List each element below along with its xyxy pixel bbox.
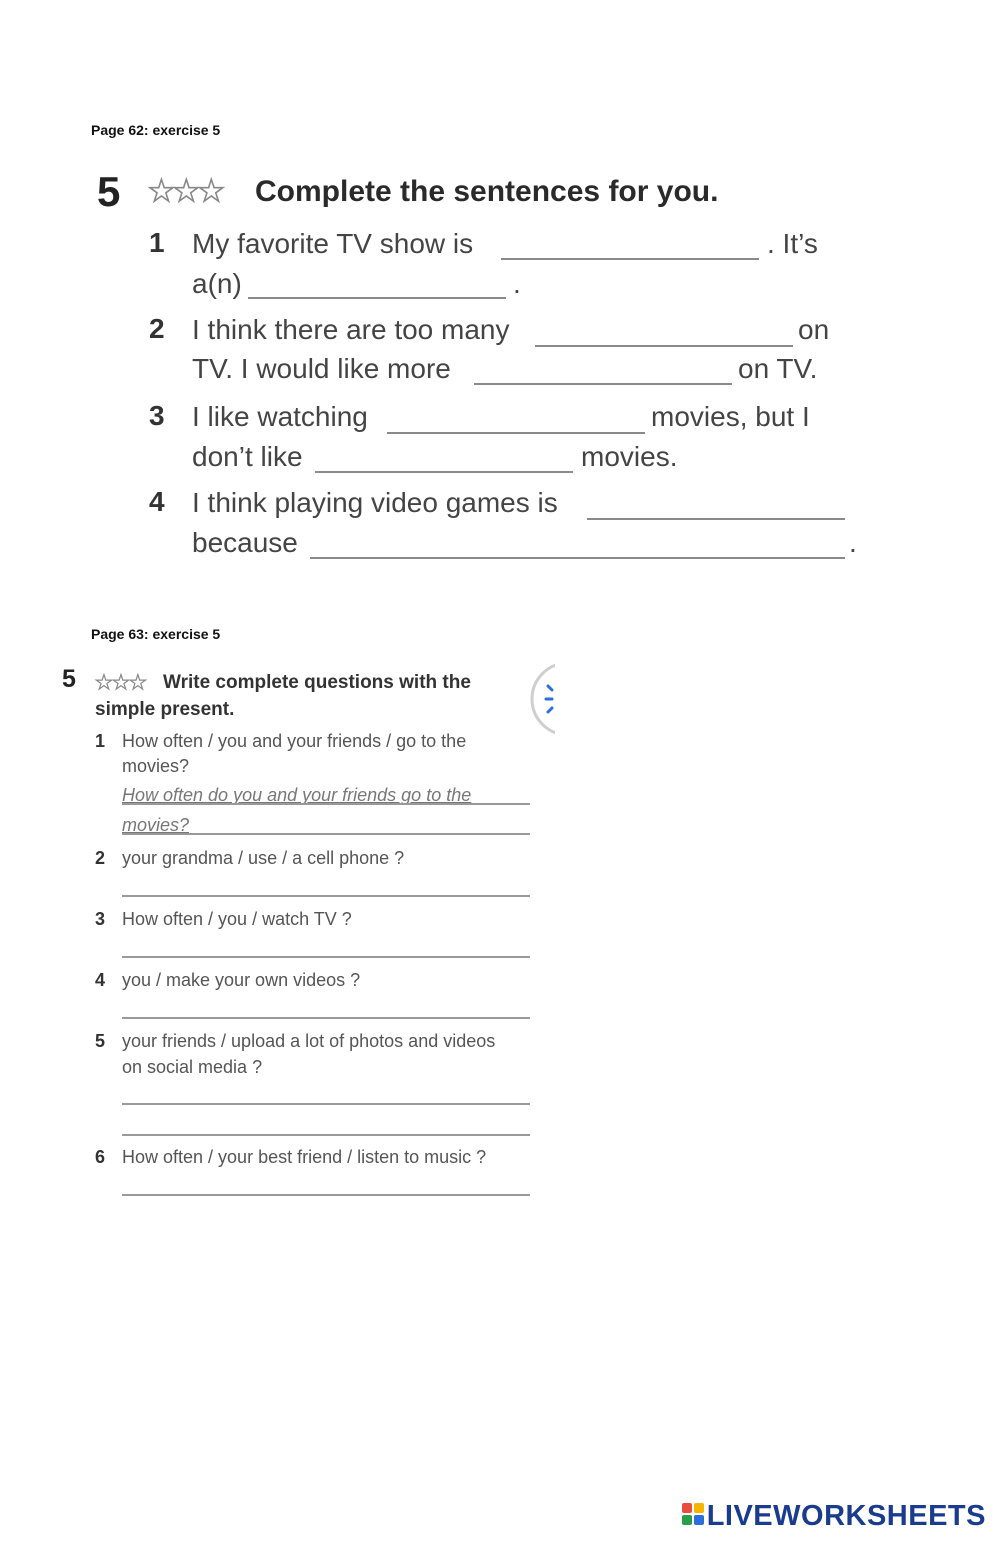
- exercise-title: Write complete questions with the: [163, 672, 471, 693]
- star-icon: ★: [172, 175, 198, 208]
- question-prompt: you / make your own videos ?: [122, 970, 361, 990]
- exercise-title-continued: simple present.: [95, 699, 235, 720]
- answer-line[interactable]: [122, 895, 530, 897]
- answer-blank[interactable]: [387, 432, 645, 434]
- question-prompt: your grandma / use / a cell phone ?: [122, 848, 405, 868]
- question-prompt: your friends / upload a lot of photos and videos: [122, 1031, 496, 1051]
- answer-blank[interactable]: [535, 345, 793, 347]
- sentence-text: .: [849, 527, 857, 558]
- sentence-text: TV. I would like more: [192, 353, 451, 384]
- star-icon: ★: [95, 672, 112, 694]
- answer-line: [122, 833, 530, 835]
- answer-line[interactable]: [122, 1194, 530, 1196]
- item-number: 5: [95, 1031, 106, 1051]
- item-number: 6: [95, 1147, 106, 1167]
- exercise-title: Complete the sentences for you.: [255, 175, 719, 208]
- item-number: 4: [149, 486, 165, 517]
- question-prompt: How often / your best friend / listen to music ?: [122, 1147, 487, 1167]
- example-answer: How often do you and your friends go to the: [122, 785, 472, 805]
- star-icon: ★: [197, 175, 223, 208]
- sentence-text: .: [513, 268, 521, 299]
- item-number: 3: [149, 400, 165, 431]
- live-badge-icon: [682, 1503, 704, 1525]
- item-number: 2: [95, 848, 106, 868]
- question-prompt: How often / you and your friends / go to the: [122, 731, 467, 751]
- sentence-text: movies, but I: [651, 401, 810, 432]
- loading-icon: [530, 660, 555, 738]
- sentence-text: I like watching: [192, 401, 368, 432]
- sentence-text: a(n): [192, 268, 242, 299]
- item-number: 4: [95, 970, 106, 990]
- sentence-text: I think playing video games is: [192, 487, 558, 518]
- sentence-text: My favorite TV show is: [192, 228, 474, 259]
- difficulty-stars: [148, 174, 223, 209]
- example-answer: movies?: [122, 815, 190, 835]
- difficulty-stars: [95, 670, 146, 695]
- answer-blank[interactable]: [587, 518, 845, 520]
- logo-text: LIVEWORKSHEETS: [706, 1500, 986, 1532]
- loading-spinner-fragment: [530, 660, 555, 738]
- question-prompt: movies?: [122, 756, 190, 776]
- answer-line[interactable]: [122, 1017, 530, 1019]
- star-icon: ★: [148, 175, 173, 208]
- exercise-number: 5: [97, 168, 121, 215]
- answer-blank[interactable]: [501, 258, 759, 260]
- page-label-62: Page 62: exercise 5: [91, 122, 221, 138]
- answer-blank[interactable]: [248, 297, 506, 299]
- answer-line[interactable]: [122, 1134, 530, 1136]
- sentence-text: because: [192, 527, 298, 558]
- sentence-text: I think there are too many: [192, 314, 510, 345]
- answer-blank[interactable]: [310, 557, 845, 559]
- answer-line: [122, 803, 530, 805]
- answer-line[interactable]: [122, 1103, 530, 1105]
- sentence-text: on TV.: [738, 353, 818, 384]
- question-prompt: How often / you / watch TV ?: [122, 909, 352, 929]
- sentence-text: on: [798, 314, 830, 345]
- question-prompt: on social media ?: [122, 1057, 263, 1077]
- sentence-text: don’t like: [192, 441, 303, 472]
- item-number: 1: [149, 227, 165, 258]
- exercise-number: 5: [62, 665, 76, 693]
- star-icon: ★: [111, 672, 129, 694]
- item-number: 1: [95, 731, 106, 751]
- item-number: 2: [149, 313, 165, 344]
- page-label-63: Page 63: exercise 5: [91, 626, 221, 642]
- answer-blank[interactable]: [474, 383, 732, 385]
- sentence-text: movies.: [581, 441, 678, 472]
- answer-line[interactable]: [122, 956, 530, 958]
- sentence-text: . It’s: [767, 228, 818, 259]
- liveworksheets-logo[interactable]: [682, 1500, 986, 1533]
- answer-blank[interactable]: [315, 471, 573, 473]
- star-icon: ★: [128, 672, 146, 694]
- item-number: 3: [95, 909, 106, 929]
